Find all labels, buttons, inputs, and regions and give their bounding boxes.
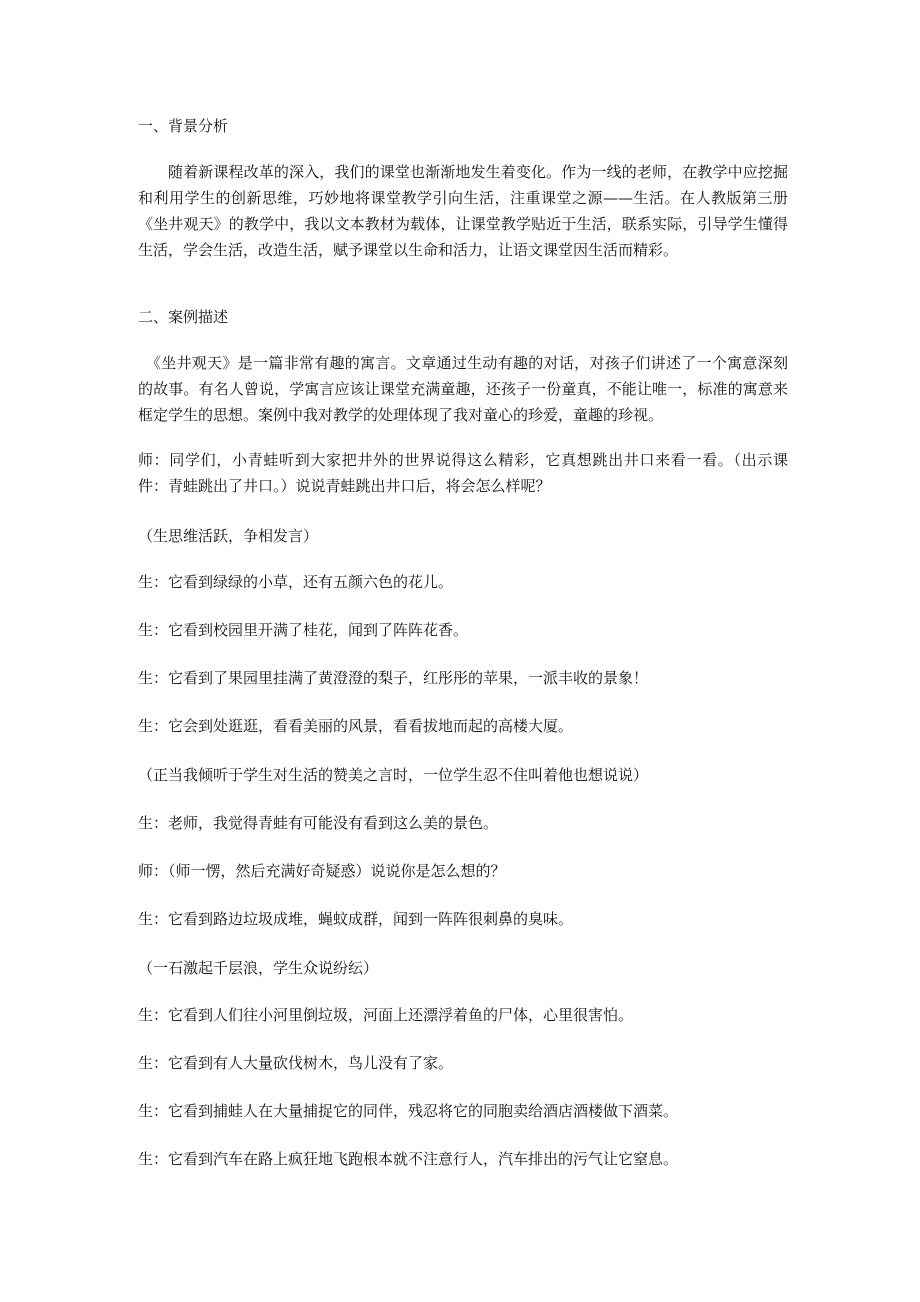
dialogue-line: 生：它看到汽车在路上疯狂地飞跑根本就不注意行人，汽车排出的污气让它窒息。 — [138, 1150, 679, 1168]
background-paragraph: 随着新课程改革的深入，我们的课堂也渐渐地发生着变化。作为一线的老师，在教学中应挖掘和利用学生的创新思维，巧妙地将课堂教学引向生活，注重课堂之源——生活。在人教版第三册《坐井观天》的教学中，我以文本教材为载体，让课堂教学贴近于生活，联系实际，引导学生懂得生活，学会生活，改造生活，赋予课堂以生命和活力，让语文课堂因生活而精彩。 — [138, 163, 788, 259]
dialogue-line: 生：老师，我觉得青蛙有可能没有看到这么美的景色。 — [138, 814, 499, 832]
dialogue-line: 生：它看到绿绿的小草，还有五颜六色的花儿。 — [138, 573, 454, 591]
dialogue-line: （生思维活跃，争相发言） — [138, 527, 319, 545]
section-heading-background: 一、背景分析 — [138, 117, 229, 135]
dialogue-line: 生：它看到捕蛙人在大量捕捉它的同伴，残忍将它的同胞卖给酒店酒楼做下酒菜。 — [138, 1102, 679, 1120]
dialogue-line: 生：它会到处逛逛，看看美丽的风景，看看拔地而起的高楼大厦。 — [138, 717, 574, 735]
dialogue-line: 生：它看到有人大量砍伐树木，鸟儿没有了家。 — [138, 1054, 454, 1072]
dialogue-line: （正当我倾听于学生对生活的赞美之言时，一位学生忍不住叫着他也想说说） — [138, 766, 649, 784]
dialogue-line: （一石激起千层浪，学生众说纷纭） — [138, 959, 379, 977]
case-intro-paragraph: 《坐井观天》是一篇非常有趣的寓言。文章通过生动有趣的对话，对孩子们讲述了一个寓意深刻的故事。有名人曾说，学寓言应该让课堂充满童趣，还孩子一份童真，不能让唯一，标准的寓意来框定学生的思想。案例中我对教学的处理体现了我对童心的珍爱，童趣的珍视。 — [138, 354, 788, 424]
section-heading-case: 二、案例描述 — [138, 308, 229, 326]
teacher-question-paragraph: 师：同学们，小青蛙听到大家把井外的世界说得这么精彩，它真想跳出井口来看一看。（出示课件：青蛙跳出了井口。）说说青蛙跳出井口后，将会怎么样呢？ — [138, 451, 788, 495]
dialogue-line: 师：（师一愣，然后充满好奇疑惑）说说你是怎么想的？ — [138, 862, 506, 880]
dialogue-line: 生：它看到校园里开满了桂花，闻到了阵阵花香。 — [138, 621, 469, 639]
dialogue-line: 生：它看到了果园里挂满了黄澄澄的梨子，红彤彤的苹果，一派丰收的景象！ — [138, 669, 649, 687]
dialogue-line: 生：它看到人们往小河里倒垃圾，河面上还漂浮着鱼的尸体，心里很害怕。 — [138, 1006, 634, 1024]
dialogue-line: 生：它看到路边垃圾成堆，蝇蚊成群，闻到一阵阵很刺鼻的臭味。 — [138, 910, 574, 928]
